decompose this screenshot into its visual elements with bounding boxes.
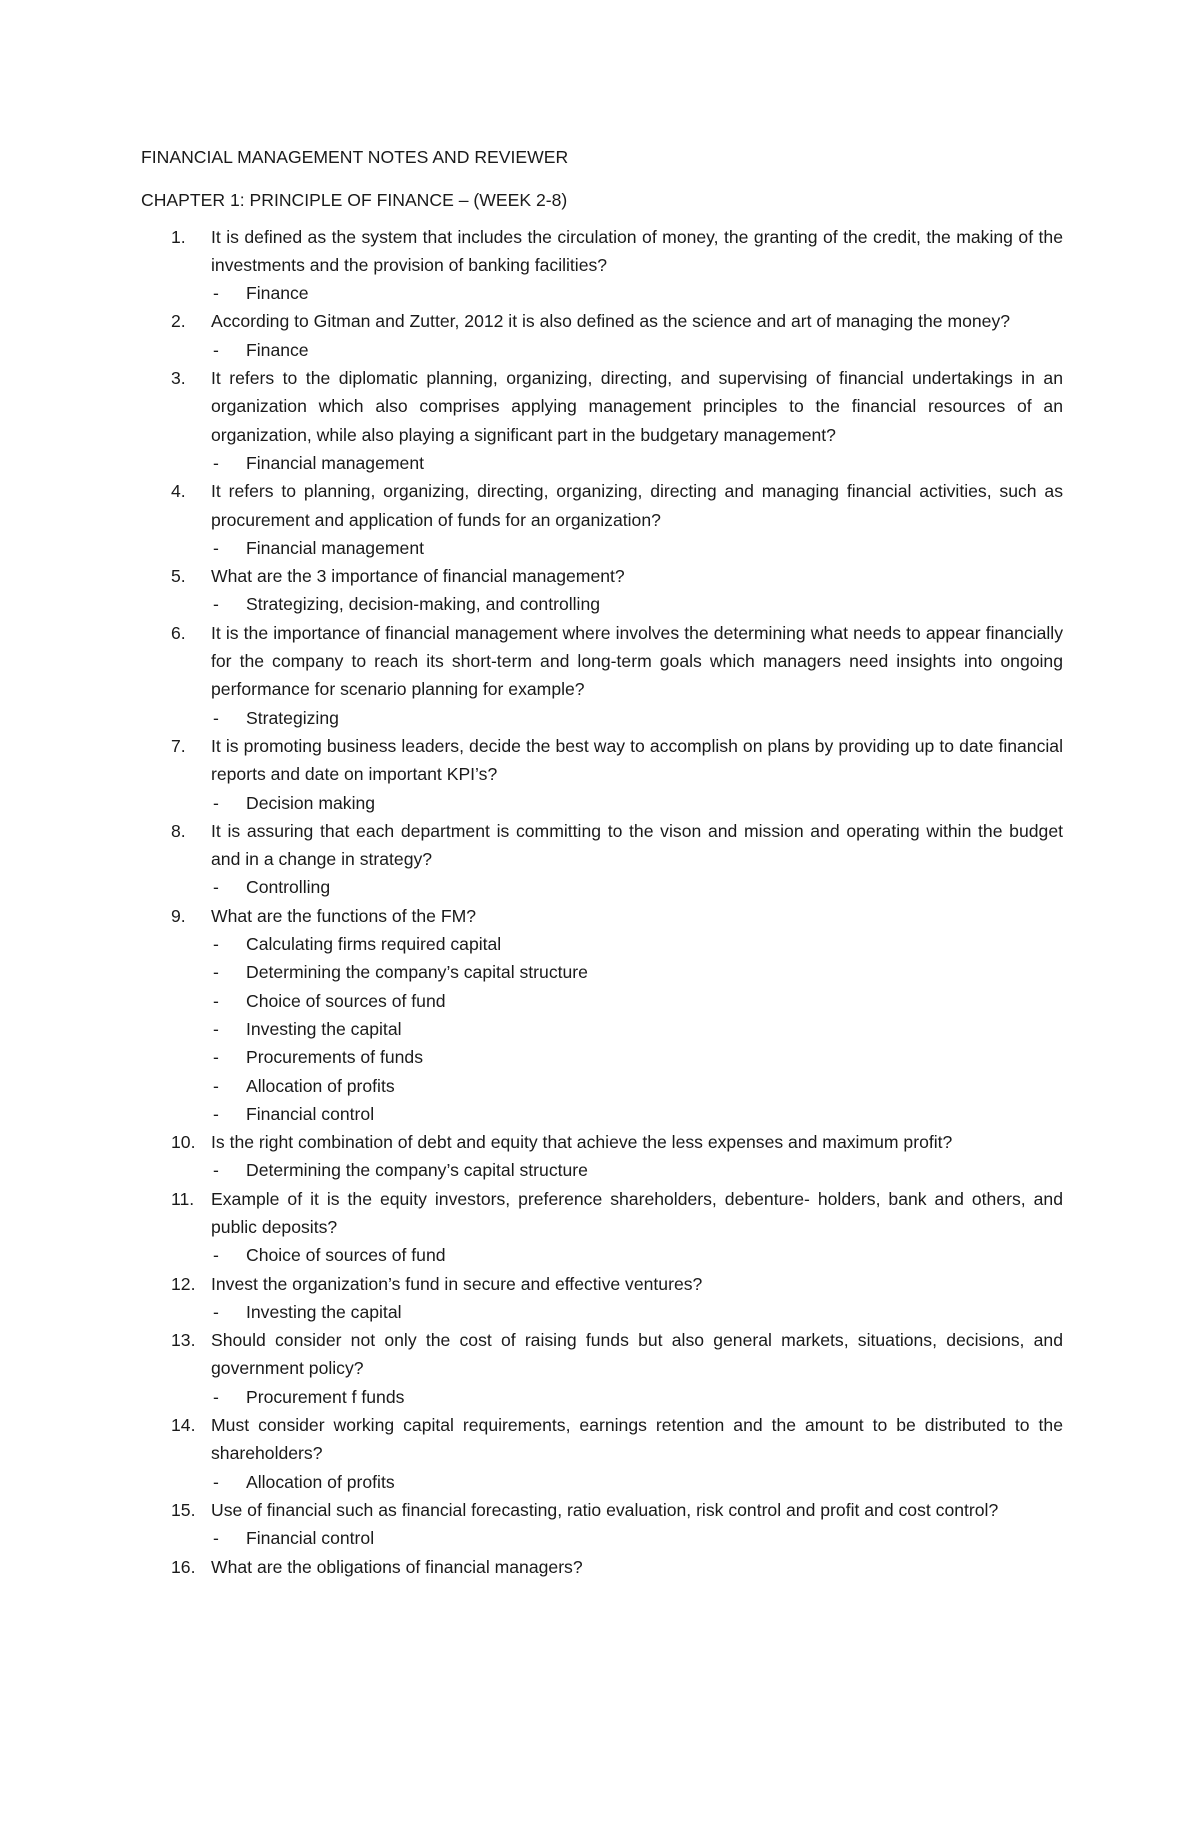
question-number: 10. (171, 1132, 196, 1153)
answer-item (211, 449, 1063, 477)
answer-item (211, 958, 1063, 986)
answer-dash: - (213, 1075, 219, 1096)
question-number: 8. (171, 820, 186, 841)
answer-item (211, 987, 1063, 1015)
answer-item (211, 1298, 1063, 1326)
answer-item (211, 1468, 1063, 1496)
answer-dash: - (213, 934, 219, 955)
answer-dash: - (213, 990, 219, 1011)
answer-text: Calculating firms required capital (246, 934, 502, 955)
answer-item (211, 1100, 1063, 1128)
answer-item (211, 873, 1063, 901)
answer-text: Choice of sources of fund (246, 1245, 446, 1266)
answer-text: Allocation of profits (246, 1075, 395, 1096)
answer-list (211, 1298, 1063, 1326)
question-number: 5. (171, 566, 186, 587)
answer-text: Investing the capital (246, 1018, 402, 1039)
question-text: It refers to planning, organizing, directing, organizing, directing and managing financial activities, such as procurement and application of funds for an organization? (211, 481, 1063, 530)
answer-dash: - (213, 792, 219, 813)
question-text: What are the functions of the FM? (211, 905, 477, 926)
answer-text: Procurements of funds (246, 1047, 424, 1068)
question-number: 6. (171, 622, 186, 643)
question-number: 12. (171, 1273, 196, 1294)
answer-dash: - (213, 1047, 219, 1068)
question-text: Must consider working capital requirements, earnings retention and the amount to be distributed to the shareholders? (211, 1415, 1063, 1464)
question-item (141, 223, 1063, 308)
answer-item (211, 1241, 1063, 1269)
question-item (141, 562, 1063, 619)
question-number: 7. (171, 735, 186, 756)
answer-text: Determining the company’s capital structure (246, 962, 588, 983)
answer-list (211, 590, 1063, 618)
question-item (141, 902, 1063, 1128)
answer-item (211, 704, 1063, 732)
answer-text: Decision making (246, 792, 376, 813)
answer-item (211, 534, 1063, 562)
question-text: It is the importance of financial management where involves the determining what needs to appear financially for the company to reach its short-term and long-term goals which managers need insights into ongoing performance for scenario planning for example? (211, 622, 1063, 700)
question-item (141, 477, 1063, 562)
answer-list (211, 704, 1063, 732)
question-list (141, 223, 1063, 1581)
question-number: 2. (171, 311, 186, 332)
answer-dash: - (213, 1103, 219, 1124)
question-text: It refers to the diplomatic planning, organizing, directing, and supervising of financial undertakings in an organization which also comprises applying management principles to the financial resources of an organization, while also playing a significant part in the budgetary management? (211, 368, 1063, 445)
question-item (141, 1270, 1063, 1327)
answer-dash: - (213, 707, 219, 728)
question-number: 9. (171, 905, 186, 926)
question-number: 3. (171, 368, 186, 389)
question-number: 14. (171, 1415, 196, 1436)
answer-text: Procurement f funds (246, 1386, 405, 1407)
answer-list (211, 449, 1063, 477)
answer-dash: - (213, 1386, 219, 1407)
question-number: 15. (171, 1499, 196, 1520)
answer-text: Strategizing (246, 707, 339, 728)
question-text: It is promoting business leaders, decide the best way to accomplish on plans by providing up to date financial reports and date on important KPI’s? (211, 735, 1063, 785)
answer-text: Finance (246, 283, 309, 304)
answer-item (211, 1524, 1063, 1552)
answer-text: Allocation of profits (246, 1471, 395, 1492)
answer-list (211, 336, 1063, 364)
answer-list (211, 1241, 1063, 1269)
chapter-heading: CHAPTER 1: PRINCIPLE OF FINANCE – (WEEK 2-8) (141, 190, 568, 211)
answer-item (211, 279, 1063, 307)
question-item (141, 1128, 1063, 1185)
answer-text: Financial management (246, 452, 424, 473)
question-item (141, 619, 1063, 732)
question-text: Example of it is the equity investors, preference shareholders, debenture- holders, bank and others, and public deposits? (211, 1188, 1063, 1237)
question-item (141, 817, 1063, 902)
answer-list (211, 1524, 1063, 1552)
answer-item (211, 336, 1063, 364)
answer-text: Financial management (246, 537, 424, 558)
answer-item (211, 1072, 1063, 1100)
answer-dash: - (213, 877, 219, 898)
answer-text: Strategizing, decision-making, and controlling (246, 594, 601, 615)
question-item (141, 1553, 1063, 1581)
question-number: 16. (171, 1556, 196, 1577)
question-text: Invest the organization’s fund in secure and effective ventures? (211, 1273, 703, 1294)
answer-text: Choice of sources of fund (246, 990, 446, 1011)
answer-dash: - (213, 537, 219, 558)
question-item (141, 1326, 1063, 1411)
answer-list (211, 279, 1063, 307)
answer-item (211, 1015, 1063, 1043)
answer-text: Financial control (246, 1528, 375, 1549)
question-number: 4. (171, 481, 186, 502)
answer-list (211, 1383, 1063, 1411)
question-text: According to Gitman and Zutter, 2012 it is also defined as the science and art of managing the money? (211, 311, 1011, 332)
answer-dash: - (213, 1471, 219, 1492)
question-item (141, 364, 1063, 477)
answer-dash: - (213, 1160, 219, 1181)
answer-dash: - (213, 962, 219, 983)
answer-item (211, 1383, 1063, 1411)
answer-list (211, 1156, 1063, 1184)
question-item (141, 307, 1063, 364)
answer-text: Determining the company’s capital structure (246, 1160, 588, 1181)
answer-dash: - (213, 1528, 219, 1549)
answer-list (211, 930, 1063, 1128)
question-number: 1. (171, 226, 186, 247)
answer-list (211, 534, 1063, 562)
question-text: What are the obligations of financial managers? (211, 1556, 583, 1577)
answer-item (211, 1156, 1063, 1184)
question-number: 13. (171, 1330, 196, 1351)
question-text: It is defined as the system that includes the circulation of money, the granting of the credit, the making of the investments and the provision of banking facilities? (211, 226, 1063, 275)
answer-text: Finance (246, 339, 309, 360)
answer-list (211, 1468, 1063, 1496)
answer-dash: - (213, 1301, 219, 1322)
question-text: Should consider not only the cost of raising funds but also general markets, situations, decisions, and government policy? (211, 1330, 1063, 1379)
question-text: What are the 3 importance of financial management? (211, 566, 625, 587)
question-item (141, 1185, 1063, 1270)
answer-item (211, 789, 1063, 817)
question-text: Use of financial such as financial forecasting, ratio evaluation, risk control and profit and cost control? (211, 1499, 999, 1520)
document-title: FINANCIAL MANAGEMENT NOTES AND REVIEWER (141, 147, 569, 167)
answer-item (211, 590, 1063, 618)
question-item (141, 732, 1063, 817)
question-number: 11. (171, 1188, 195, 1209)
question-item (141, 1411, 1063, 1496)
answer-text: Investing the capital (246, 1301, 402, 1322)
answer-text: Financial control (246, 1103, 375, 1124)
answer-item (211, 930, 1063, 958)
answer-item (211, 1043, 1063, 1071)
answer-dash: - (213, 283, 219, 304)
answer-list (211, 789, 1063, 817)
answer-list (211, 873, 1063, 901)
question-text: Is the right combination of debt and equity that achieve the less expenses and maximum profit? (211, 1132, 953, 1153)
question-item (141, 1496, 1063, 1553)
document-body (141, 143, 1063, 1581)
answer-dash: - (213, 1018, 219, 1039)
answer-dash: - (213, 452, 219, 473)
answer-dash: - (213, 1245, 219, 1266)
question-text: It is assuring that each department is committing to the vison and mission and operating within the budget and in a change in strategy? (211, 820, 1063, 870)
answer-dash: - (213, 594, 219, 615)
answer-text: Controlling (246, 877, 331, 898)
answer-dash: - (213, 339, 219, 360)
